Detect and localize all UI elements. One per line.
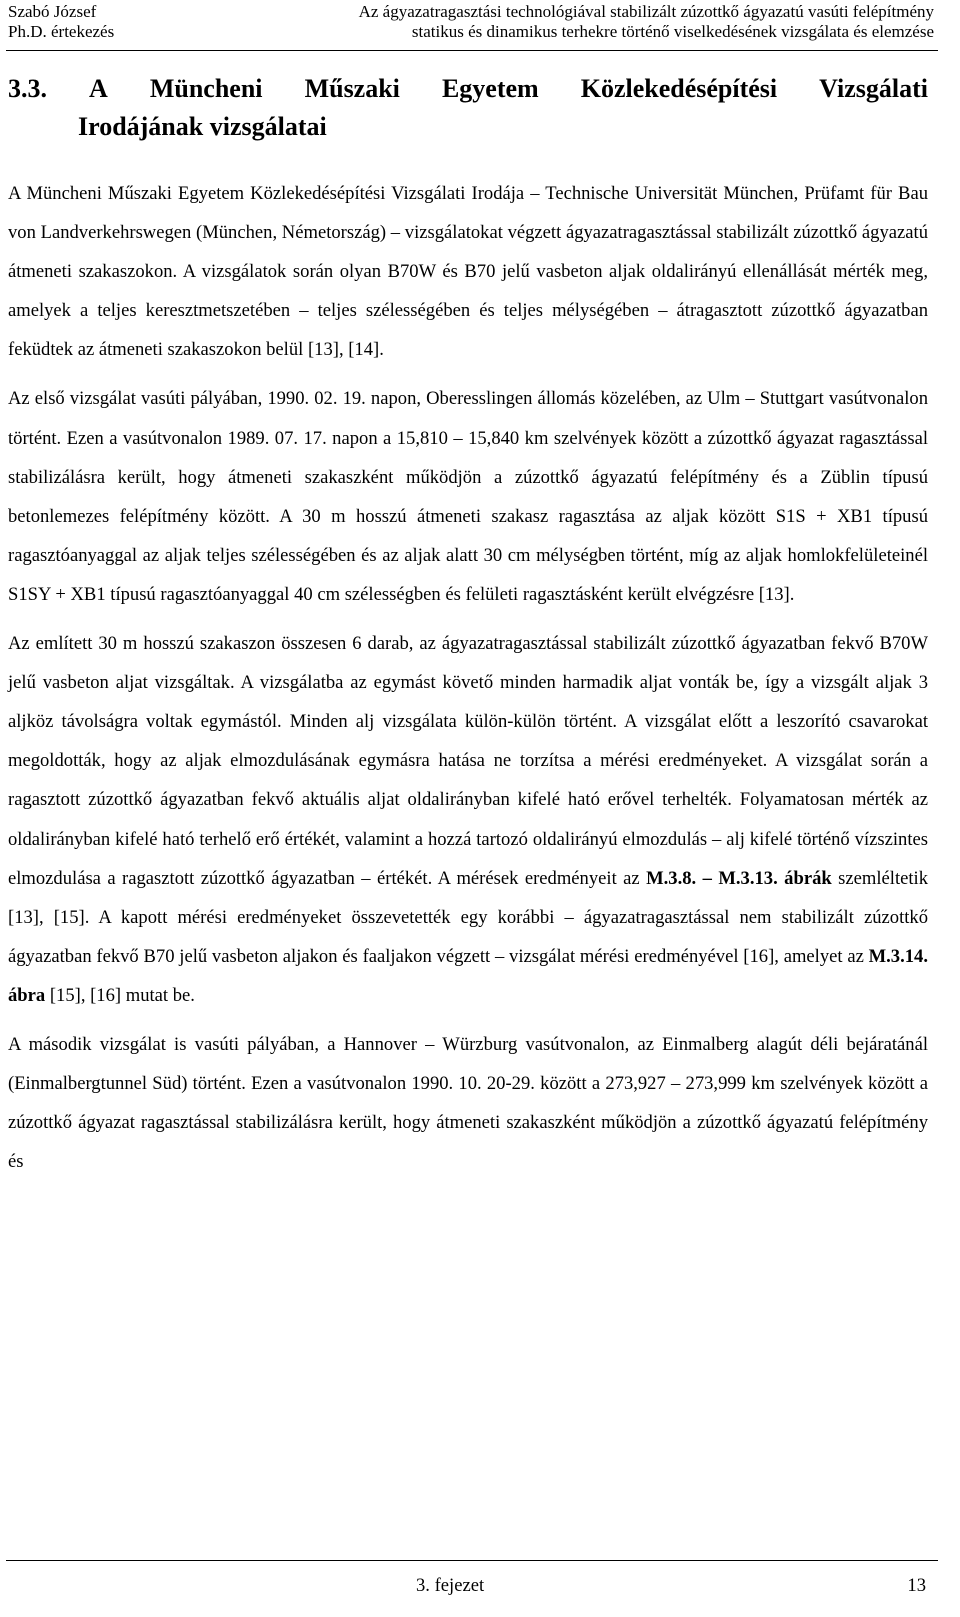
section-title-word: Műszaki [304, 74, 400, 103]
section-title-word: A [89, 74, 108, 103]
footer-rule [6, 1560, 938, 1561]
section-title-word: Vizsgálati [819, 74, 928, 103]
header-rule [6, 50, 938, 51]
header-degree: Ph.D. értekezés [8, 22, 115, 41]
paragraph-3 [8, 624, 928, 1015]
section-title-word: Müncheni [149, 74, 263, 103]
section-title-word: Közlekedésépítési [580, 74, 778, 103]
paragraph-3-part-b: szemléltetik [13], [15]. A kapott mérési eredményeket összevetették egy korábbi – ágyazatragasztással nem stabilizált zúzottkő ágyazatban fekvő B70 jelű vasbeton aljakon és faaljakon végzett – vizsgálat mérési eredményével [16], amelyet az [8, 867, 928, 967]
section-number: 3.3. [8, 74, 47, 103]
section-title-word: Egyetem [441, 74, 539, 103]
page-number: 13 [907, 1575, 926, 1596]
header-right [359, 2, 934, 42]
figure-reference-1: M.3.8. – M.3.13. ábrák [646, 867, 832, 889]
header-title-line1: Az ágyazatragasztási technológiával stabilizált zúzottkő ágyazatú vasúti felépítmény [358, 2, 934, 21]
paragraph-3-part-c: [15], [16] mutat be. [45, 984, 195, 1006]
footer-chapter: 3. fejezet [416, 1575, 485, 1596]
running-header [0, 0, 960, 48]
paragraph-2: Az első vizsgálat vasúti pályában, 1990. 02. 19. napon, Oberesslingen állomás közelében, az Ulm – Stuttgart vasútvonalon történt. Ezen a vasútvonalon 1989. 07. 17. napon a 15,810 – 15,840 km szelvények között a zúzottkő ágyazat ragasztással stabilizálásra került, hogy átmeneti szakaszként működjön a zúzottkő ágyazatú felépítmény és a Züblin típusú betonlemezes felépítmény között. A 30 m hosszú átmeneti szakasz ragasztása az aljak között S1S + XB1 típusú ragasztóanyaggal az aljak teljes szélességében és az aljak alatt 30 cm mélységben történt, míg az aljak homlokfelületeinél S1SY + XB1 típusú ragasztóanyaggal 40 cm szélességben és felületi ragasztásként került elvégzésre [13]. [8, 388, 928, 605]
figure-reference-2: M.3.14. ábra [8, 945, 928, 1006]
section-heading-line1 [8, 70, 928, 108]
paragraph-4: A második vizsgálat is vasúti pályában, a Hannover – Würzburg vasútvonalon, az Einmalberg alagút déli bejáratánál (Einmalbergtunnel Süd) történt. Ezen a vasútvonalon 1990. 10. 20-29. között a 273,927 – 273,999 km szelvények között a zúzottkő ágyazat ragasztással stabilizálásra került, hogy átmeneti szakaszként működjön a zúzottkő ágyazatú felépítmény és [8, 1033, 928, 1173]
section-heading [8, 70, 928, 146]
body-text [8, 174, 928, 1181]
header-left [8, 2, 114, 42]
header-title-line2: statikus és dinamikus terhekre történő viselkedésének vizsgálata és elemzése [411, 22, 934, 41]
section-heading-line2: Irodájának vizsgálatai [78, 112, 327, 141]
paragraph-1: A Müncheni Műszaki Egyetem Közlekedésépítési Vizsgálati Irodája – Technische Universität München, Prüfamt für Bau von Landverkehrswegen (München, Németország) – vizsgálatokat végzett ágyazatragasztással stabilizált zúzottkő ágyazatú átmeneti szakaszokon. A vizsgálatok során olyan B70W és B70 jelű vasbeton aljak oldalirányú ellenállását mérték meg, amelyek a teljes keresztmetszetében – teljes szélességében és teljes mélységében – átragasztott zúzottkő ágyazatban feküdtek az átmeneti szakaszokon belül [13], [14]. [8, 183, 928, 361]
paragraph-3-part-a: Az említett 30 m hosszú szakaszon összesen 6 darab, az ágyazatragasztással stabilizált zúzottkő ágyazatban fekvő B70W jelű vasbeton aljat vizsgáltak. A vizsgálatba az egymást követő minden harmadik aljat vonták be, így a vizsgált aljak 3 aljköz távolságra voltak egymástól. Minden alj vizsgálata külön-külön történt. A vizsgálat előtt a leszorító csavarokat megoldották, hogy az aljak elmozdulásának egymásra hatása ne torzítsa a mérési eredményeket. A vizsgálat során a ragasztott zúzottkő ágyazatban fekvő aktuális aljat oldalirányban kifelé ható erővel terhelték. Folyamatosan mérték az oldalirányban kifelé ható terhelő erő értékét, valamint a hozzá tartozó oldalirányú elmozdulás – alj kifelé történő vízszintes elmozdulása a ragasztott zúzottkő ágyazatban – értékét. A mérések eredményeit az [8, 633, 928, 889]
header-author: Szabó József [8, 2, 97, 21]
